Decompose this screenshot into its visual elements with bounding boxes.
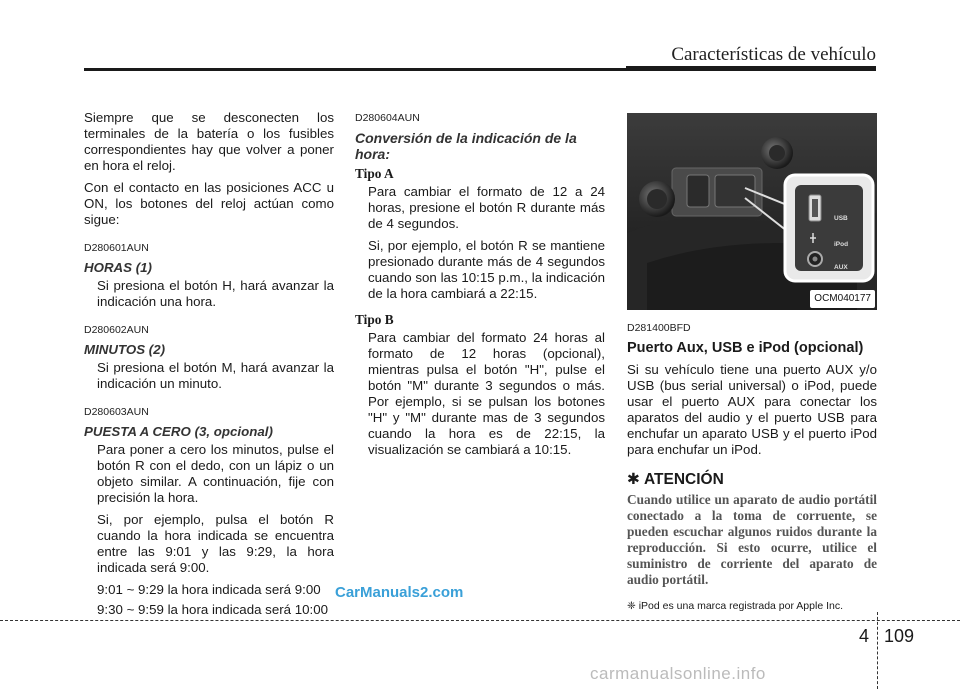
footer-rule (0, 620, 960, 621)
puesta-line-2: 9:30 ~ 9:59 la hora indicada será 10:00 (97, 602, 329, 617)
tipo-a-text-2: Si, por ejemplo, el botón R se mantiene presionado durante más de 4 segundos cuando son las 10:15 p.m., la indicación de la hora cambiará a 22:15. (368, 238, 605, 301)
page-number: 109 (884, 626, 915, 646)
section-code: D280601AUN (84, 242, 149, 254)
aux-usb-ipod-text: Si su vehículo tiene una puerto AUX y/o USB (bus serial universal) o iPod, puede usar el puerto AUX para conectar los aparatos del audio y el puerto USB para enchufar un aparato USB y el puerto iPod para enchufar un iPod. (627, 362, 877, 457)
section-code: D280602AUN (84, 324, 149, 336)
puesta-text-1: Para poner a cero los minutos, pulse el botón R con el dedo, con un lápiz o un objeto similar. A continuación, fije con precisión la hora. (97, 442, 334, 505)
watermark-logo: CarManuals2.com (335, 584, 464, 601)
footer-site-watermark: carmanualsonline.info (590, 664, 766, 683)
section-code: D281400BFD (627, 322, 691, 334)
column-middle (355, 110, 605, 464)
intro-paragraph-1: Siempre que se desconecten los terminales de la batería o los fusibles correspondientes hay que volver a poner en hora el reloj. (84, 110, 334, 173)
column-left (84, 110, 334, 624)
console-photo (627, 113, 877, 310)
footer-divider (877, 612, 878, 689)
horas-text: Si presiona el botón H, hará avanzar la indicación una hora. (97, 278, 334, 309)
puesta-heading: PUESTA A CERO (3, opcional) (84, 424, 273, 439)
conversion-heading: Conversión de la indicación de la hora: (355, 130, 577, 162)
horas-heading: HORAS (1) (84, 260, 152, 275)
port-label-aux: AUX (834, 264, 848, 271)
tipo-b-heading: Tipo B (355, 312, 394, 327)
section-code: D280604AUN (355, 112, 420, 124)
column-right (627, 113, 877, 614)
caution-title: ATENCIÓN (644, 471, 724, 488)
header-title: Características de vehículo (671, 44, 876, 65)
aux-usb-ipod-heading: Puerto Aux, USB e iPod (opcional) (627, 340, 864, 356)
tipo-a-heading: Tipo A (355, 166, 394, 181)
tipo-a-text-1: Para cambiar el formato de 12 a 24 horas, presione el botón R durante más de 4 segundos. (368, 184, 605, 231)
minutos-text: Si presiona el botón M, hará avanzar la indicación un minuto. (97, 360, 334, 391)
puesta-line-1: 9:01 ~ 9:29 la hora indicada será 9:00 (97, 582, 321, 597)
minutos-heading: MINUTOS (2) (84, 342, 166, 357)
header-accent-bar (626, 66, 876, 71)
caution-star-icon: ✱ (627, 471, 640, 488)
ipod-footnote: ❈ iPod es una marca registrada por Apple Inc. (627, 600, 843, 612)
tipo-b-text: Para cambiar del formato 24 horas al formato de 12 horas (opcional), mientras pulsa el botón "H", pulse el botón "M" durante 3 segundos o más. Por ejemplo, si se pulsan los botones "H" y "M" durante mas de 3 segundos cuando la hora es de 22:15, la visualización se cambiará a 10:15. (368, 330, 605, 457)
port-label-ipod: iPod (834, 241, 849, 248)
photo-code: OCM040177 (810, 290, 875, 308)
intro-paragraph-2: Con el contacto en las posiciones ACC u ON, los botones del reloj actúan como sigue: (84, 180, 334, 227)
puesta-text-2: Si, por ejemplo, pulsa el botón R cuando la hora indicada se encuentra entre las 9:01 y las 9:29, la hora indicada será 9:00. (97, 512, 334, 575)
caution-text: Cuando utilice un aparato de audio portátil conectado a la toma de corruente, se pueden escuchar algunos ruidos durante la reproducción. Si esto ocurre, utilice el suministro de corriente del aparato de audio portátil. (627, 492, 877, 587)
section-code: D280603AUN (84, 406, 149, 418)
port-label-usb: USB (834, 215, 848, 222)
caution-heading (627, 472, 877, 488)
chapter-number: 4 (859, 626, 870, 646)
